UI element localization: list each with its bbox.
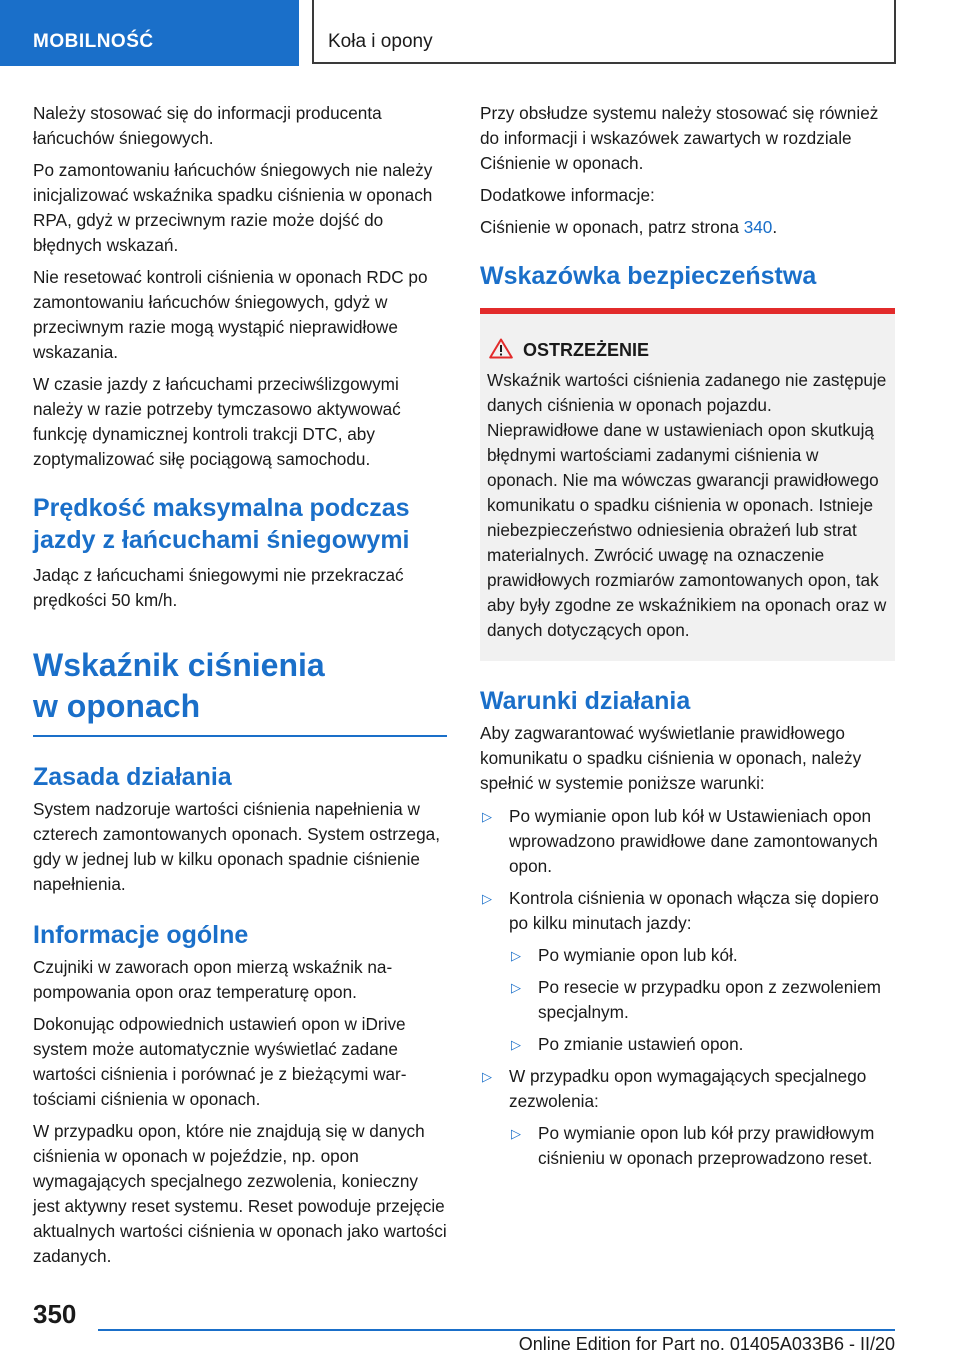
right-column bbox=[480, 101, 895, 1178]
paragraph: W przypadku opon, które nie znajdują się w danych ciśnienia w oponach w pojeździe, np. opon wymagających specjalnego zezwolenia, konieczny jest aktywny reset systemu. Reset powoduje przejęcie aktualnych wartości ciśnienia w oponach jako wartości zadanych. bbox=[33, 1121, 447, 1266]
heading-line: Wskaźnik ciśnienia bbox=[33, 647, 325, 683]
warning-text: Wskaźnik wartości ciśnienia zadanego nie zastępuje danych ciśnienia w oponach pojazdu. Nieprawidłowe dane w ustawieniach opon skutkują błędnymi wartościami zadanymi ciśnienia w oponach. Nie ma wówczas gwarancji prawidłowego komunikatu o spadku ciśnienia w oponach. Istnieje niebezpieczeństwo odniesienia obrażeń lub strat materialnych. Zwrócić uwagę na oznaczenie prawidłowych rozmiarów zamontowanych opon, tak aby były zgodne ze wskaźnikiem na oponach oraz w danych dotyczących opon. bbox=[487, 370, 887, 640]
paragraph: Dodatkowe informacje: bbox=[480, 185, 655, 205]
page-number: 350 bbox=[33, 1299, 77, 1329]
warning-label: OSTRZEŻENIE bbox=[523, 340, 650, 360]
list-item: ▷ Po wymianie opon lub kół. bbox=[480, 943, 895, 968]
list-item: ▷ Po wymianie opon lub kół przy prawidłowym ciśnieniu w oponach przeprowadzono reset. bbox=[511, 1123, 875, 1168]
bullet-triangle-icon: ▷ bbox=[511, 1037, 521, 1052]
paragraph: Jadąc z łańcuchami śniegowymi nie przekraczać prędkości 50 km/h. bbox=[33, 565, 404, 610]
list-item: ▷ W przypadku opon wymagających specjalnego zezwolenia: bbox=[482, 1066, 867, 1111]
paragraph: Nie resetować kontroli ciśnienia w oponach RDC po zamontowaniu łańcuchów śniegowych, gdyż w przeciwnym razie mogą wystąpić nieprawidłowe wskazania. bbox=[33, 267, 428, 362]
heading-rule bbox=[33, 735, 447, 737]
bullet-triangle-icon: ▷ bbox=[482, 809, 492, 824]
heading-general-info: Informacje ogólne bbox=[33, 921, 249, 949]
left-column bbox=[33, 101, 447, 1276]
heading-conditions: Warunki działania bbox=[480, 687, 691, 715]
paragraph: Po zamontowaniu łańcuchów śniegowych nie należy inicjalizować wskaźnika spadku ciśnienia w oponach RPA, gdyż w przeciwnym razie może dojść do błędnych wskazań. bbox=[33, 160, 433, 255]
list-item: ▷ Po resecie w przypadku opon z zezwoleniem specjalnym. bbox=[511, 977, 881, 1022]
warning-triangle-icon bbox=[489, 338, 513, 359]
paragraph: Przy obsłudze systemu należy stosować się również do informacji i wskazówek zawartych w rozdziale Ciśnienie w oponach. bbox=[480, 103, 879, 173]
paragraph: W czasie jazdy z łańcuchami przeciwślizgowymi należy w razie potrzeby tymczasowo aktywować funkcję dynamicznej kontroli trakcji DTC, aby zoptymalizować siłę pociągową samochodu. bbox=[33, 374, 401, 469]
list-item: ▷ Kontrola ciśnienia w oponach włącza się dopiero po kilku minutach jazdy: bbox=[482, 888, 879, 933]
paragraph-reference bbox=[480, 215, 895, 240]
chapter-heading-tire-pressure bbox=[33, 645, 447, 727]
paragraph: Dokonując odpowiednich ustawień opon w iDrive system może automatycznie wyświetlać zadane wartości ciśnienia i porównać je z bieżącymi wartościami ciśnienia w oponach. bbox=[33, 1014, 407, 1109]
reference-text: Ciśnienie w oponach, patrz strona bbox=[480, 217, 744, 237]
heading-principle: Zasada działania bbox=[33, 763, 232, 791]
reference-end: . bbox=[772, 217, 778, 237]
heading-safety: Wskazówka bezpieczeństwa bbox=[480, 262, 817, 290]
footer-rule bbox=[98, 1329, 895, 1331]
bullet-triangle-icon: ▷ bbox=[482, 891, 492, 906]
page-header bbox=[0, 0, 960, 66]
warning-box bbox=[480, 308, 895, 661]
list-item: ▷ Po wymianie opon lub kół w Ustawieniach opon wprowadzono prawidłowe dane zamontowanych opon. bbox=[482, 806, 878, 876]
heading-max-speed: Prędkość maksymalna podczas jazdy z łańcuchami śniegowymi bbox=[33, 494, 410, 554]
section-tab: MOBILNOŚĆ bbox=[0, 0, 299, 66]
footer-edition: Online Edition for Part no. 01405A033B6 - II/20 bbox=[518, 1334, 895, 1354]
bullet-triangle-icon: ▷ bbox=[511, 1126, 521, 1141]
bullet-triangle-icon: ▷ bbox=[482, 1069, 492, 1084]
list-item: ▷ Po zmianie ustawień opon. bbox=[480, 1032, 895, 1057]
bullet-triangle-icon: ▷ bbox=[511, 948, 521, 963]
bullet-triangle-icon: ▷ bbox=[511, 980, 521, 995]
chapter-title: Koła i opony bbox=[312, 0, 896, 64]
page-link[interactable]: 340 bbox=[743, 217, 773, 237]
warning-title bbox=[487, 338, 888, 362]
paragraph: Aby zagwarantować wyświetlanie prawidłowego komunikatu o spadku ciśnienia w oponach, należy spełnić w systemie poniższe warunki: bbox=[480, 723, 862, 793]
paragraph: Należy stosować się do informacji producenta łańcuchów śniegowych. bbox=[33, 103, 382, 148]
heading-line: w oponach bbox=[33, 688, 201, 724]
paragraph: System nadzoruje wartości ciśnienia napełnienia w czterech zamontowanych oponach. System ostrzega, gdy w jednej lub w kilku oponach spadnie ciśnienie napełnienia. bbox=[33, 799, 440, 894]
paragraph: Czujniki w zaworach opon mierzą wskaźnik napompowania opon oraz temperaturę opon. bbox=[33, 957, 393, 1002]
